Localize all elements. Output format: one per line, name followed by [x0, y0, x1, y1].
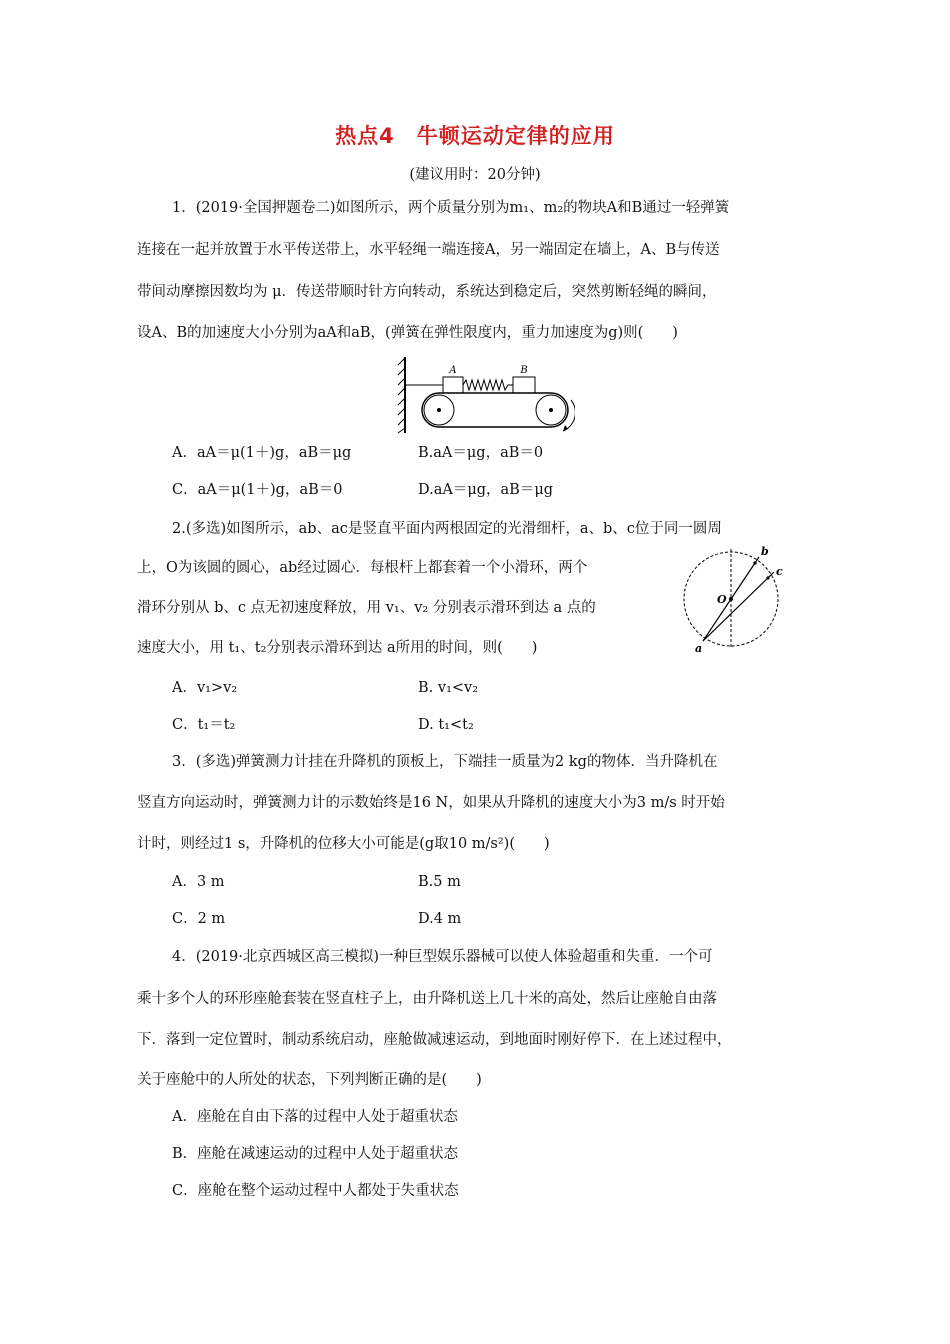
q3-line-3: 计时，则经过1 s，升降机的位移大小可能是(g取10 m/s²)( ) — [137, 836, 550, 852]
label-c: c — [776, 565, 783, 578]
block-a-label: A — [449, 365, 457, 376]
q2-line-2: 上，O为该圆的圆心，ab经过圆心．每根杆上都套着一个小滑环，两个 — [137, 560, 588, 576]
q2-circle-figure — [675, 545, 795, 657]
block-b-label: B — [520, 365, 528, 376]
q2-option-d: D. t₁<t₂ — [418, 717, 474, 733]
q4-line-1: 4．(2019·北京西城区高三模拟)一种巨型娱乐器械可以使人体验超重和失重．一个可 — [172, 949, 713, 965]
q1-conveyor-figure — [395, 355, 575, 435]
q3-line-1: 3．(多选)弹簧测力计挂在升降机的顶板上，下端挂一质量为2 kg的物体．当升降机在 — [172, 754, 718, 770]
q2-line-4: 速度大小，用 t₁、t₂分别表示滑环到达 a所用的时间，则( ) — [137, 640, 538, 656]
q4-line-2: 乘十多个人的环形座舱套装在竖直柱子上，由升降机送上几十米的高处，然后让座舱自由落 — [137, 991, 717, 1007]
q1-line-3: 带间动摩擦因数均为 μ．传送带顺时针方向转动，系统达到稳定后，突然剪断轻绳的瞬间， — [137, 284, 717, 300]
center-point — [729, 597, 733, 601]
q3-option-b: B.5 m — [418, 874, 461, 890]
q3-option-a: A．3 m — [172, 874, 225, 890]
block-b — [513, 377, 535, 393]
q2-option-b: B. v₁<v₂ — [418, 680, 479, 696]
label-b: b — [761, 545, 769, 558]
q2-option-a: A．v₁>v₂ — [172, 680, 238, 696]
label-o: O — [717, 593, 727, 606]
q3-line-2: 竖直方向运动时，弹簧测力计的示数始终是16 N，如果从升降机的速度大小为3 m/s 时开始 — [137, 795, 725, 811]
q2-line-3: 滑环分别从 b、c 点无初速度释放，用 v₁、v₂ 分别表示滑环到达 a 点的 — [137, 600, 596, 616]
q4-line-4: 关于座舱中的人所处的状态，下列判断正确的是( ) — [137, 1072, 482, 1088]
label-a: a — [695, 642, 703, 655]
q4-line-3: 下．落到一定位置时，制动系统启动，座舱做减速运动，到地面时刚好停下．在上述过程中， — [137, 1032, 732, 1048]
q1-line-1: 1．(2019·全国押题卷二)如图所示，两个质量分别为m₁、m₂的物块A和B通过一轻弹簧 — [172, 200, 730, 216]
q2-line-1: 2.(多选)如图所示，ab、ac是竖直平面内两根固定的光滑细杆，a、b、c位于同一圆周 — [172, 521, 722, 537]
q1-line-2: 连接在一起并放置于水平传送带上，水平轻绳一端连接A，另一端固定在墙上，A、B与传送 — [137, 242, 720, 258]
q4-option-b: B．座舱在减速运动的过程中人处于超重状态 — [172, 1146, 459, 1162]
q1-option-b: B.aA＝μg，aB＝0 — [418, 445, 544, 461]
q3-option-c: C．2 m — [172, 911, 226, 927]
q1-option-a: A．aA＝μ(1＋)g，aB＝μg — [172, 445, 352, 461]
suggested-time: (建议用时：20分钟) — [409, 167, 541, 183]
q3-option-d: D.4 m — [418, 911, 462, 927]
spring — [463, 380, 513, 390]
q4-option-a: A．座舱在自由下落的过程中人处于超重状态 — [172, 1109, 458, 1125]
wall-hatching — [398, 358, 405, 433]
q1-line-4: 设A、B的加速度大小分别为aA和aB，(弹簧在弹性限度内，重力加速度为g)则( ) — [137, 325, 678, 341]
rod-ac — [703, 572, 774, 641]
q2-option-c: C．t₁＝t₂ — [172, 717, 236, 733]
page-title: 热点4 牛顿运动定律的应用 — [335, 124, 615, 148]
q1-option-c: C．aA＝μ(1＋)g，aB＝0 — [172, 482, 343, 498]
q1-option-d: D.aA＝μg，aB＝μg — [418, 482, 554, 498]
q4-option-c: C．座舱在整个运动过程中人都处于失重状态 — [172, 1183, 459, 1199]
block-a — [443, 377, 463, 393]
